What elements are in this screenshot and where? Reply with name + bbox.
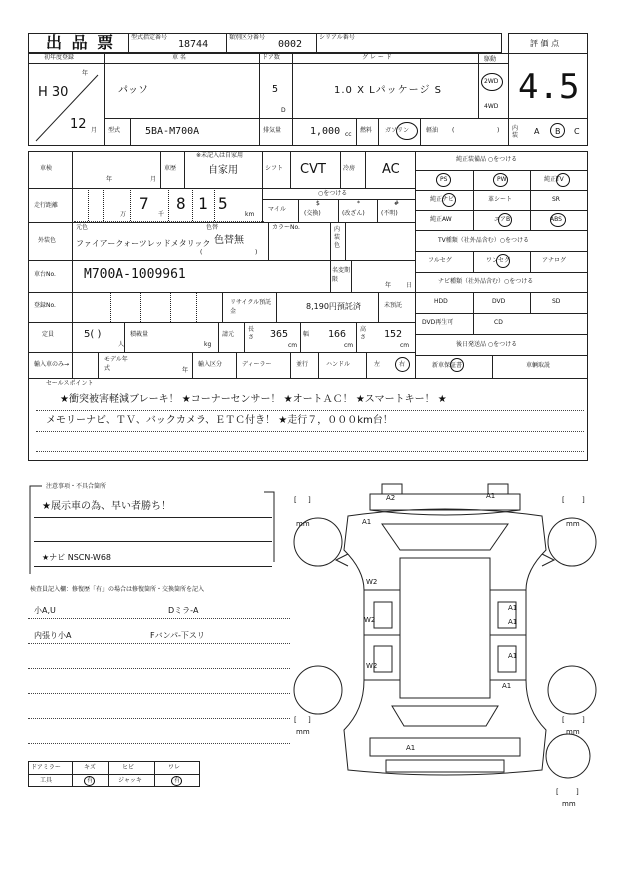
svg-text:[: [ (556, 788, 559, 796)
ac: AC (382, 162, 400, 177)
recycle-amount: 8,190円預託済 (306, 302, 361, 311)
mark-w2-front-glass: W2 (366, 578, 378, 586)
tools-jack-circle (171, 776, 182, 786)
tools-tool: 工具 (40, 777, 53, 784)
mm-front-left: mm (296, 520, 310, 528)
mileage-digit-2: 8 (176, 194, 186, 213)
tools-mirror: ドアミラー (31, 764, 61, 771)
mark-a1-bumper: A1 (486, 492, 496, 500)
equip-sr: SR (552, 196, 560, 203)
mark-a1-right-door-2: A1 (508, 618, 518, 626)
interior-label: 内装 (512, 125, 519, 139)
type-no: 18744 (178, 39, 209, 50)
ymd-year: 年 (385, 282, 392, 289)
mark-w2-side: W2 (364, 616, 376, 624)
tools-jack: ジャッキ (118, 777, 142, 784)
mark-a1-fender: A1 (362, 518, 372, 526)
mileage-digit-1: 7 (139, 194, 149, 213)
equip-airbag: エアB (494, 216, 511, 223)
svg-text:[: [ (294, 496, 297, 504)
first-reg-year-unit: 年 (82, 70, 89, 77)
svg-text:[: [ (294, 716, 297, 724)
color-no-label: カラーNo. (272, 224, 300, 231)
width: 166 (328, 329, 347, 340)
mark-a1-rear-bumper: A1 (406, 744, 416, 752)
name-change-label: 名変期限 (332, 267, 351, 283)
model-year-unit: 年 (182, 367, 189, 374)
fuel-label: 燃料 (360, 127, 373, 134)
svg-text:]: ] (308, 496, 311, 504)
history-note: ※未記入は自家用 (196, 152, 244, 159)
grade-label: グ レ ー ド (362, 54, 392, 61)
equip-abs-circle (550, 213, 566, 227)
later-warranty: 新車保証書 (432, 362, 463, 369)
navi-dvd: DVD (492, 298, 506, 305)
capacity-label: 定員 (42, 331, 55, 338)
inspector-entry-2b: Fバンパ-下スリ (150, 631, 205, 640)
tools-tool-circle (84, 776, 95, 786)
drive-2wd-circle (481, 73, 503, 91)
interior-grade-b: B (555, 127, 561, 136)
svg-text:]: ] (308, 716, 311, 724)
tools-scratch: キズ (84, 764, 96, 771)
handle-left: 左 (374, 361, 381, 368)
shift: CVT (300, 162, 326, 177)
class-no-label: 類別区分番号 (229, 34, 266, 41)
color-change-label: 色替 (206, 224, 219, 231)
equip-airbag-circle (498, 213, 512, 227)
displacement-label: 排気量 (263, 127, 282, 134)
capacity: 5( ) (84, 329, 102, 340)
inspector-entry-2a: 内張り小A (34, 631, 72, 640)
dvd-playback-label: DVD再生可 (422, 319, 454, 326)
color-paren-close: ) (255, 249, 258, 256)
equip-ps-circle (436, 173, 451, 187)
class-no: 0002 (278, 39, 303, 50)
mileage-digit-4: 5 (218, 194, 228, 213)
inspector-label: 検査員記入欄：修復歴「有」の場合は修復箇所・交換箇所を記入 (30, 586, 205, 593)
fuel-bracket-open: ( (452, 127, 455, 134)
drive-4wd: 4WD (484, 103, 499, 110)
mile-label: マイル (268, 206, 286, 213)
rating-label: 評 価 点 (530, 39, 560, 48)
ymd-day: 日 (406, 282, 413, 289)
type-no-label: 型式指定番号 (131, 34, 168, 41)
capacity-unit: 人 (118, 341, 125, 348)
import-label: 輸入車のみ→ (34, 361, 70, 368)
navi-title: ナビ種類（社外品含む）○をつける (438, 278, 534, 285)
mileage-man: 万 (120, 211, 127, 218)
handle-right-circle (395, 357, 410, 372)
sales-line-1: ★衝突被害軽減ブレーキ！ ★コーナーセンサー！ ★オートＡＣ！ ★スマートキー！ ★ (60, 394, 447, 405)
unknown-mark: # (394, 200, 400, 207)
height-unit: cm (400, 342, 410, 349)
tv-oneseg: ワンセグ (486, 257, 511, 264)
mm-spare: mm (562, 800, 576, 808)
exchange-mark: $ (316, 200, 320, 207)
svg-text:]: ] (582, 716, 585, 724)
mark-a1-right-door-1: A1 (508, 604, 518, 612)
import-class-label: 輸入区分 (198, 361, 223, 368)
regno-label: 登録No. (34, 302, 56, 309)
chassis-label: 車台No. (34, 271, 56, 278)
tools-break: ワレ (168, 764, 181, 771)
inspection-year-unit: 年 (106, 176, 113, 183)
svg-text:]: ] (582, 496, 585, 504)
history: 自家用 (208, 165, 238, 176)
height-label: 高さ (360, 326, 367, 341)
shift-label: シフト (265, 165, 284, 172)
color-change: 色替無 (214, 235, 244, 246)
parallel-label: 並行 (296, 361, 309, 368)
equip-tv: 純正TV (544, 176, 564, 183)
color-paren-open: ( (200, 249, 203, 256)
sales-line-2: メモリーナビ、ＴＶ、バックカメラ、ＥＴＣ付き！ ★走行７，０００km台！ (46, 415, 393, 426)
model-code: 5BA-M700A (145, 126, 200, 137)
fuel-diesel: 軽油 (426, 127, 439, 134)
sheet-title: 出 品 票 (46, 33, 116, 52)
handle-label: ハンドル (326, 361, 351, 368)
length-label: 長さ (248, 326, 255, 341)
length: 365 (270, 329, 289, 340)
notes-line-1: ★展示車の為、早い者勝ち！ (42, 501, 171, 512)
width-label: 幅 (303, 331, 310, 338)
doors-label: ドア数 (262, 54, 280, 61)
interior-grade-a: A (534, 127, 540, 136)
equip-navi: 純正ナビ (430, 196, 455, 203)
equip-pw: PW (497, 176, 507, 183)
ac-label: 冷房 (343, 165, 356, 172)
mileage-check-note: ○をつける (318, 190, 348, 197)
rating-value: 4.5 (518, 67, 580, 107)
equip-aw: 純正AW (430, 216, 452, 223)
later-manual: 車輌取説 (526, 362, 551, 369)
mark-a2-bumper: A2 (386, 494, 396, 502)
equip-pw-circle (493, 173, 508, 187)
first-reg-era: H 30 (38, 85, 69, 100)
tv-oneseg-circle (496, 254, 510, 268)
equip-tv-circle (556, 173, 570, 187)
size-label: 請元 (222, 331, 235, 338)
tv-title: TV種類（社外品含む）○をつける (438, 237, 530, 244)
notes-bracket (28, 482, 278, 582)
tv-fullseg: フルセグ (428, 257, 452, 264)
equipment-title: 純正装備品 ○をつける (456, 156, 518, 163)
equip-navi-circle (442, 193, 456, 207)
interior-grade-c: C (574, 127, 580, 136)
color-label: 外装色 (38, 237, 57, 244)
history-label: 車歴 (164, 165, 177, 172)
exchange-label: (交換) (304, 210, 321, 217)
mm-rear-right: mm (566, 728, 580, 736)
model-year-label: モデル年式 (104, 356, 128, 372)
unknown-label: (不明) (381, 210, 398, 217)
recycle-status: 未預託 (384, 302, 403, 309)
mileage-label: 走行距離 (34, 202, 59, 209)
mm-rear-left: mm (296, 728, 310, 736)
displacement-unit: cc (345, 131, 352, 138)
mark-a1-rear-fender: A1 (502, 682, 512, 690)
first-reg-month: 12 (70, 117, 87, 132)
car-name: パッソ (118, 85, 148, 96)
later-warranty-circle (450, 358, 464, 372)
width-unit: cm (344, 342, 354, 349)
tools-crack: ヒビ (122, 764, 135, 771)
svg-text:[: [ (562, 716, 565, 724)
tv-analog: アナログ (542, 257, 567, 264)
height: 152 (384, 329, 403, 340)
tools-jack-has: 有 (174, 777, 181, 784)
notes-line-2: ★ナビ NSCN-W68 (42, 553, 111, 562)
mileage-sen: 千 (158, 211, 165, 218)
svg-text:[: [ (562, 496, 565, 504)
first-reg-month-unit: 月 (91, 127, 98, 134)
chassis-no: M700A-1009961 (84, 267, 186, 282)
exterior-color: ファイアークォーツレッドメタリック (76, 239, 211, 248)
drive-2wd: 2WD (484, 78, 499, 85)
navi-sd: SD (552, 298, 561, 305)
fuel-bracket-close: ) (497, 127, 500, 134)
doors: 5 (272, 84, 279, 95)
inspection-month-unit: 月 (150, 176, 157, 183)
notes-label: 注意事項・不具合箇所 (46, 483, 107, 490)
modified-mark: * (357, 200, 360, 207)
svg-text:]: ] (576, 788, 579, 796)
serial-label: シリアル番号 (319, 34, 355, 41)
mileage-km: km (245, 211, 255, 218)
handle-right: 右 (399, 361, 406, 368)
recycle-label: リサイクル預託金 (230, 299, 272, 315)
equip-leather: 革シート (488, 196, 513, 203)
tools-tool-has: 有 (87, 777, 94, 784)
orig-color-label: 元色 (76, 224, 89, 231)
inspector-entry-1b: Dミラ-A (168, 606, 199, 615)
inspection-label: 車検 (40, 165, 53, 172)
model-label: 型式 (108, 127, 121, 134)
mark-w2-rear: W2 (366, 662, 378, 670)
load-label: 積載量 (130, 331, 149, 338)
interior-grade-b-circle (550, 123, 565, 138)
displacement: 1,000 (310, 126, 341, 137)
equip-ps: PS (440, 176, 448, 183)
fuel-gasoline-circle (396, 122, 418, 140)
mark-a1-right-door-3: A1 (508, 652, 518, 660)
mm-front-right: mm (566, 520, 580, 528)
load-unit: kg (204, 341, 212, 348)
grade: 1.0 X Lパッケージ S (334, 85, 443, 96)
modified-label: (改ざん) (342, 210, 365, 217)
navi-hdd: HDD (434, 298, 448, 305)
equip-abs: ABS (550, 216, 562, 223)
first-reg-label: 初年度登録 (44, 54, 75, 61)
mileage-digit-3: 1 (198, 194, 208, 213)
inspector-entry-1a: 小A,U (34, 606, 56, 615)
cd-label: CD (494, 319, 503, 326)
length-unit: cm (288, 342, 298, 349)
sales-label: セールスポイント (46, 380, 94, 387)
drive-label: 駆動 (484, 56, 497, 63)
interior-color-label: 内装色 (334, 226, 341, 249)
dealer-label: ディーラー (242, 361, 272, 368)
fuel-gasoline: ガソリン (385, 127, 410, 134)
car-damage-diagram (290, 480, 600, 810)
later-title: 後日発送品 ○をつける (456, 341, 518, 348)
door-type: D (281, 107, 286, 114)
car-name-label: 車 名 (172, 54, 186, 61)
